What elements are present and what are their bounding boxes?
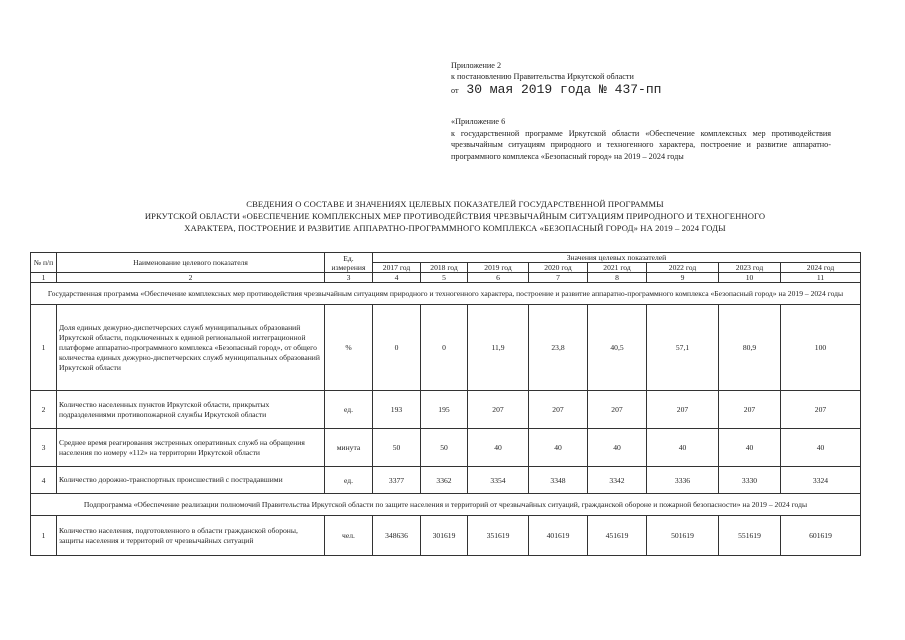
header-year: 2021 год bbox=[588, 263, 647, 273]
row-value: 3336 bbox=[647, 467, 719, 494]
row-value: 3342 bbox=[588, 467, 647, 494]
header-unit: Ед. измерения bbox=[325, 253, 373, 273]
decree-date-number bbox=[451, 82, 831, 98]
row-indicator-name: Количество дорожно-транспортных происшествий с пострадавшими bbox=[57, 467, 325, 494]
row-value: 207 bbox=[468, 391, 529, 429]
appendix-decree-ref: к постановлению Правительства Иркутской области bbox=[451, 72, 634, 81]
column-number: 7 bbox=[529, 273, 588, 283]
appendix-header bbox=[451, 60, 831, 98]
row-value: 3330 bbox=[719, 467, 781, 494]
row-value: 207 bbox=[647, 391, 719, 429]
table-row bbox=[31, 429, 861, 467]
column-number: 9 bbox=[647, 273, 719, 283]
appendix-ref-text: к государственной программе Иркутской области «Обеспечение комплексных мер противодействия чрезвычайным ситуациям природного и техногенного характера, построение и развитие аппаратно-программного комплекса «Безопасный город» на 2019 – 2024 годы bbox=[451, 128, 831, 161]
row-value: 401619 bbox=[529, 516, 588, 556]
row-value: 11,9 bbox=[468, 305, 529, 391]
row-value: 40 bbox=[468, 429, 529, 467]
row-value: 40 bbox=[719, 429, 781, 467]
row-num: 1 bbox=[31, 516, 57, 556]
row-value: 348636 bbox=[373, 516, 421, 556]
row-value: 195 bbox=[421, 391, 468, 429]
column-number: 1 bbox=[31, 273, 57, 283]
table-row bbox=[31, 391, 861, 429]
row-unit: ед. bbox=[325, 467, 373, 494]
row-value: 40 bbox=[647, 429, 719, 467]
column-number: 10 bbox=[719, 273, 781, 283]
order-prefix: от bbox=[451, 86, 459, 95]
row-indicator-name: Количество населения, подготовленного в области гражданской обороны, защиты населения и территорий от чрезвычайных ситуаций bbox=[57, 516, 325, 556]
header-year: 2017 год bbox=[373, 263, 421, 273]
row-unit: чел. bbox=[325, 516, 373, 556]
column-number: 2 bbox=[57, 273, 325, 283]
row-value: 193 bbox=[373, 391, 421, 429]
column-number: 5 bbox=[421, 273, 468, 283]
order-date: 30 мая 2019 года bbox=[466, 82, 592, 97]
row-num: 4 bbox=[31, 467, 57, 494]
row-value: 40 bbox=[588, 429, 647, 467]
row-value: 40 bbox=[781, 429, 861, 467]
row-value: 3362 bbox=[421, 467, 468, 494]
title-line-2: ИРКУТСКОЙ ОБЛАСТИ «ОБЕСПЕЧЕНИЕ КОМПЛЕКСНЫХ МЕР ПРОТИВОДЕЙСТВИЯ ЧРЕЗВЫЧАЙНЫМ СИТУАЦИЯМ ПРИРОДНОГО И ТЕХНОГЕННОГО bbox=[144, 211, 766, 221]
appendix-number: Приложение 2 bbox=[451, 61, 502, 70]
row-value: 501619 bbox=[647, 516, 719, 556]
row-value: 3354 bbox=[468, 467, 529, 494]
header-year: 2020 год bbox=[529, 263, 588, 273]
column-number: 6 bbox=[468, 273, 529, 283]
indicators-table bbox=[30, 252, 861, 556]
row-indicator-name: Количество населенных пунктов Иркутской области, прикрытых подразделениями противопожарной службы Иркутской области bbox=[57, 391, 325, 429]
table-row bbox=[31, 467, 861, 494]
row-value: 100 bbox=[781, 305, 861, 391]
column-number: 11 bbox=[781, 273, 861, 283]
row-num: 2 bbox=[31, 391, 57, 429]
row-unit: % bbox=[325, 305, 373, 391]
column-number: 4 bbox=[373, 273, 421, 283]
row-value: 57,1 bbox=[647, 305, 719, 391]
row-value: 40,5 bbox=[588, 305, 647, 391]
row-value: 601619 bbox=[781, 516, 861, 556]
row-value: 3348 bbox=[529, 467, 588, 494]
header-num: № п/п bbox=[31, 253, 57, 273]
row-value: 0 bbox=[421, 305, 468, 391]
row-value: 3324 bbox=[781, 467, 861, 494]
order-no-sign: № bbox=[599, 82, 607, 97]
row-indicator-name: Среднее время реагирования экстренных оперативных служб на обращения населения по номеру «112» на территории Иркутской области bbox=[57, 429, 325, 467]
row-value: 351619 bbox=[468, 516, 529, 556]
row-value: 50 bbox=[373, 429, 421, 467]
table-row bbox=[31, 305, 861, 391]
section-program-row: Государственная программа «Обеспечение комплексных мер противодействия чрезвычайным ситуациям природного и техногенного характера, построение и развитие аппаратно-программного комплекса «Безопасный город» на 2019 – 2024 годы bbox=[31, 283, 861, 305]
title-line-3: ХАРАКТЕРА, ПОСТРОЕНИЕ И РАЗВИТИЕ АППАРАТНО-ПРОГРАММНОГО КОМПЛЕКСА «БЕЗОПАСНЫЙ ГОРОД» НА 2019 – 2024 ГОДЫ bbox=[184, 223, 726, 233]
header-name: Наименование целевого показателя bbox=[57, 253, 325, 273]
row-value: 3377 bbox=[373, 467, 421, 494]
order-number: 437-пп bbox=[614, 82, 662, 97]
table-row bbox=[31, 516, 861, 556]
row-value: 451619 bbox=[588, 516, 647, 556]
document-title bbox=[40, 198, 870, 234]
header-year: 2018 год bbox=[421, 263, 468, 273]
appendix-reference bbox=[451, 116, 831, 162]
title-line-1: СВЕДЕНИЯ О СОСТАВЕ И ЗНАЧЕНИЯХ ЦЕЛЕВЫХ ПОКАЗАТЕЛЕЙ ГОСУДАРСТВЕННОЙ ПРОГРАММЫ bbox=[246, 199, 664, 209]
row-value: 301619 bbox=[421, 516, 468, 556]
header-values-group: Значения целевых показателей bbox=[373, 253, 861, 263]
header-year: 2023 год bbox=[719, 263, 781, 273]
header-year: 2024 год bbox=[781, 263, 861, 273]
row-num: 1 bbox=[31, 305, 57, 391]
header-year: 2022 год bbox=[647, 263, 719, 273]
row-value: 207 bbox=[529, 391, 588, 429]
row-value: 80,9 bbox=[719, 305, 781, 391]
row-value: 23,8 bbox=[529, 305, 588, 391]
column-number-row bbox=[31, 273, 861, 283]
row-value: 40 bbox=[529, 429, 588, 467]
row-value: 551619 bbox=[719, 516, 781, 556]
row-unit: минута bbox=[325, 429, 373, 467]
row-value: 207 bbox=[719, 391, 781, 429]
column-number: 3 bbox=[325, 273, 373, 283]
row-unit: ед. bbox=[325, 391, 373, 429]
row-value: 207 bbox=[781, 391, 861, 429]
row-indicator-name: Доля единых дежурно-диспетчерских служб муниципальных образований Иркутской области, подключенных к единой региональной интеграционной платформе аппаратно-программного комплекса «Безопасный город», от общего количества единых дежурно-диспетчерских служб муниципальных образований Иркутской области bbox=[57, 305, 325, 391]
section-subprogram-row: Подпрограмма «Обеспечение реализации полномочий Правительства Иркутской области по защите населения и территорий от чрезвычайных ситуаций, гражданской обороне и пожарной безопасности» на 2019 – 2024 годы bbox=[31, 494, 861, 516]
row-value: 50 bbox=[421, 429, 468, 467]
header-year: 2019 год bbox=[468, 263, 529, 273]
row-value: 207 bbox=[588, 391, 647, 429]
row-value: 0 bbox=[373, 305, 421, 391]
row-num: 3 bbox=[31, 429, 57, 467]
appendix-ref-number: «Приложение 6 bbox=[451, 117, 506, 126]
column-number: 8 bbox=[588, 273, 647, 283]
